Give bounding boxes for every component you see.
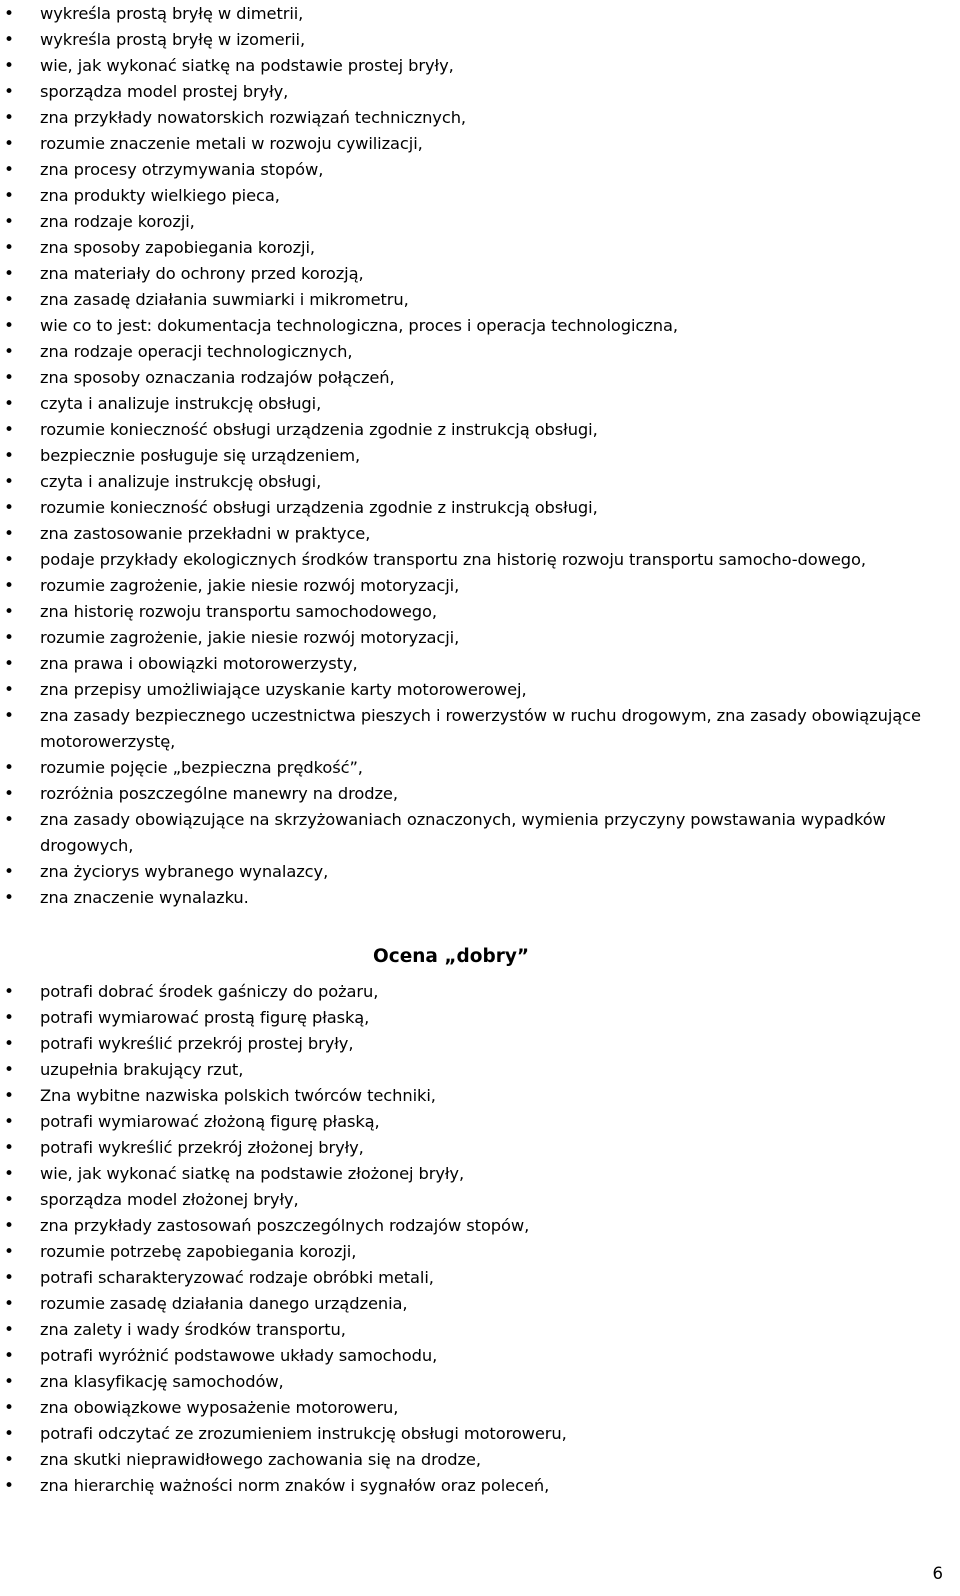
bullet-icon: • [4,4,14,24]
list-item [0,599,960,625]
list-item [0,183,960,209]
list-item [0,755,960,781]
bullet-icon: • [4,888,14,908]
list-item-text: zna życiorys wybranego wynalazcy, [40,862,329,881]
list-item [0,53,960,79]
bullet-icon: • [4,1476,14,1496]
list-item-text: wie, jak wykonać siatkę na podstawie prostej bryły, [40,56,454,75]
bullet-icon: • [4,1398,14,1418]
list-item [0,807,960,859]
list-item [0,157,960,183]
list-item-text: zna hierarchię ważności norm znaków i sygnałów oraz poleceń, [40,1476,550,1495]
list-item [0,1031,960,1057]
list-item-text: potrafi wymiarować prostą figurę płaską, [40,1008,370,1027]
bullet-icon: • [4,1008,14,1028]
list-item-text: sporządza model złożonej bryły, [40,1190,299,1209]
list-item [0,443,960,469]
list-item [0,235,960,261]
list-item-text: zna sposoby zapobiegania korozji, [40,238,315,257]
list-item-text: zna prawa i obowiązki motorowerzysty, [40,654,358,673]
list-item-text: wie co to jest: dokumentacja technologiczna, proces i operacja technologiczna, [40,316,678,335]
list-item [0,1291,960,1317]
bullet-icon: • [4,784,14,804]
list-item [0,521,960,547]
list-item-text: potrafi wymiarować złożoną figurę płaską, [40,1112,380,1131]
criteria-list-1 [0,1,960,911]
list-item-text: wie, jak wykonać siatkę na podstawie złożonej bryły, [40,1164,465,1183]
list-item-text: zna rodzaje operacji technologicznych, [40,342,353,361]
list-item-text: potrafi wyróżnić podstawowe układy samochodu, [40,1346,438,1365]
list-item [0,1161,960,1187]
list-item [0,495,960,521]
bullet-icon: • [4,982,14,1002]
bullet-icon: • [4,212,14,232]
list-item-text: wykreśla prostą bryłę w dimetrii, [40,4,304,23]
list-item [0,1421,960,1447]
list-item-text: zna zalety i wady środków transportu, [40,1320,346,1339]
bullet-icon: • [4,1268,14,1288]
bullet-icon: • [4,420,14,440]
list-item-text: zna rodzaje korozji, [40,212,195,231]
list-item-text: rozumie potrzebę zapobiegania korozji, [40,1242,357,1261]
bullet-icon: • [4,82,14,102]
bullet-icon: • [4,602,14,622]
list-item-text: zna materiały do ochrony przed korozją, [40,264,364,283]
list-item-text: podaje przykłady ekologicznych środków transportu zna historię rozwoju transportu samocho-dowego, [40,550,866,569]
list-item-text: rozumie konieczność obsługi urządzenia zgodnie z instrukcją obsługi, [40,420,598,439]
list-item [0,287,960,313]
bullet-icon: • [4,394,14,414]
list-item [0,469,960,495]
list-item [0,105,960,131]
list-item-text: zna przykłady zastosowań poszczególnych rodzajów stopów, [40,1216,530,1235]
list-item-text: potrafi dobrać środek gaśniczy do pożaru, [40,982,379,1001]
bullet-icon: • [4,238,14,258]
bullet-icon: • [4,30,14,50]
bullet-icon: • [4,56,14,76]
list-item [0,131,960,157]
list-item [0,979,960,1005]
bullet-icon: • [4,810,14,830]
bullet-icon: • [4,134,14,154]
bullet-icon: • [4,368,14,388]
bullet-icon: • [4,1086,14,1106]
list-item [0,1,960,27]
list-item [0,1187,960,1213]
bullet-icon: • [4,498,14,518]
list-item-text: zna zasady obowiązujące na skrzyżowaniach oznaczonych, wymienia przyczyny powstawania wypadków drogowych, [40,810,886,855]
list-item-text: potrafi scharakteryzować rodzaje obróbki metali, [40,1268,434,1287]
list-item [0,1239,960,1265]
list-item [0,1213,960,1239]
list-item [0,417,960,443]
bullet-icon: • [4,576,14,596]
list-item-text: zna zasadę działania suwmiarki i mikrometru, [40,290,409,309]
bullet-icon: • [4,524,14,544]
bullet-icon: • [4,706,14,726]
bullet-icon: • [4,758,14,778]
list-item-text: zna przepisy umożliwiające uzyskanie karty motorowerowej, [40,680,527,699]
list-item [0,1057,960,1083]
bullet-icon: • [4,628,14,648]
bullet-icon: • [4,186,14,206]
bullet-icon: • [4,1372,14,1392]
bullet-icon: • [4,1190,14,1210]
section-heading: Ocena „dobry” [373,946,530,967]
list-item-text: rozumie zagrożenie, jakie niesie rozwój motoryzacji, [40,628,460,647]
bullet-icon: • [4,654,14,674]
list-item [0,781,960,807]
bullet-icon: • [4,264,14,284]
list-item [0,1447,960,1473]
list-item [0,547,960,573]
list-item-text: czyta i analizuje instrukcję obsługi, [40,472,322,491]
list-item [0,209,960,235]
list-item-text: rozumie zasadę działania danego urządzenia, [40,1294,408,1313]
list-item-text: Zna wybitne nazwiska polskich twórców techniki, [40,1086,436,1105]
list-item [0,1265,960,1291]
list-item [0,677,960,703]
list-item [0,625,960,651]
list-item [0,1083,960,1109]
list-item-text: rozumie pojęcie „bezpieczna prędkość”, [40,758,363,777]
list-item [0,27,960,53]
list-item-text: zna historię rozwoju transportu samochodowego, [40,602,437,621]
list-item [0,703,960,755]
bullet-icon: • [4,316,14,336]
list-item-text: rozumie znaczenie metali w rozwoju cywilizacji, [40,134,423,153]
list-item [0,1109,960,1135]
page-number: 6 [932,1564,943,1583]
list-item-text: zna klasyfikację samochodów, [40,1372,284,1391]
list-item [0,1135,960,1161]
bullet-icon: • [4,290,14,310]
bullet-icon: • [4,1112,14,1132]
bullet-icon: • [4,108,14,128]
bullet-icon: • [4,550,14,570]
list-item-text: zna znaczenie wynalazku. [40,888,249,907]
bullet-icon: • [4,1346,14,1366]
bullet-icon: • [4,862,14,882]
bullet-icon: • [4,1138,14,1158]
list-item-text: zna sposoby oznaczania rodzajów połączeń, [40,368,395,387]
bullet-icon: • [4,1060,14,1080]
list-item [0,339,960,365]
bullet-icon: • [4,1320,14,1340]
list-item-text: zna zastosowanie przekładni w praktyce, [40,524,371,543]
list-item-text: wykreśla prostą bryłę w izomerii, [40,30,306,49]
list-item-text: rozróżnia poszczególne manewry na drodze, [40,784,398,803]
list-item-text: potrafi odczytać ze zrozumieniem instrukcję obsługi motoroweru, [40,1424,567,1443]
list-item [0,651,960,677]
bullet-icon: • [4,1242,14,1262]
list-item [0,1343,960,1369]
bullet-icon: • [4,1294,14,1314]
list-item-text: potrafi wykreślić przekrój prostej bryły, [40,1034,354,1053]
bullet-icon: • [4,1216,14,1236]
bullet-icon: • [4,1450,14,1470]
list-item-text: zna obowiązkowe wyposażenie motoroweru, [40,1398,399,1417]
list-item [0,313,960,339]
criteria-list-2 [0,979,960,1499]
bullet-icon: • [4,472,14,492]
list-item [0,1317,960,1343]
bullet-icon: • [4,1164,14,1184]
list-item-text: zna procesy otrzymywania stopów, [40,160,324,179]
list-item [0,1005,960,1031]
list-item [0,573,960,599]
list-item-text: zna przykłady nowatorskich rozwiązań technicznych, [40,108,466,127]
bullet-icon: • [4,446,14,466]
bullet-icon: • [4,1424,14,1444]
list-item-text: uzupełnia brakujący rzut, [40,1060,244,1079]
list-item [0,391,960,417]
list-item [0,1395,960,1421]
bullet-icon: • [4,342,14,362]
list-item-text: zna produkty wielkiego pieca, [40,186,280,205]
bullet-icon: • [4,680,14,700]
bullet-icon: • [4,1034,14,1054]
list-item [0,1369,960,1395]
list-item-text: potrafi wykreślić przekrój złożonej bryły, [40,1138,364,1157]
list-item-text: bezpiecznie posługuje się urządzeniem, [40,446,361,465]
list-item-text: zna zasady bezpiecznego uczestnictwa pieszych i rowerzystów w ruchu drogowym, zna zasady obowiązujące motorowerzystę, [40,706,921,751]
list-item [0,859,960,885]
list-item-text: rozumie zagrożenie, jakie niesie rozwój motoryzacji, [40,576,460,595]
list-item-text: sporządza model prostej bryły, [40,82,289,101]
bullet-icon: • [4,160,14,180]
list-item [0,1473,960,1499]
list-item [0,885,960,911]
list-item-text: zna skutki nieprawidłowego zachowania się na drodze, [40,1450,481,1469]
list-item [0,261,960,287]
list-item-text: czyta i analizuje instrukcję obsługi, [40,394,322,413]
list-item [0,79,960,105]
list-item-text: rozumie konieczność obsługi urządzenia zgodnie z instrukcją obsługi, [40,498,598,517]
list-item [0,365,960,391]
